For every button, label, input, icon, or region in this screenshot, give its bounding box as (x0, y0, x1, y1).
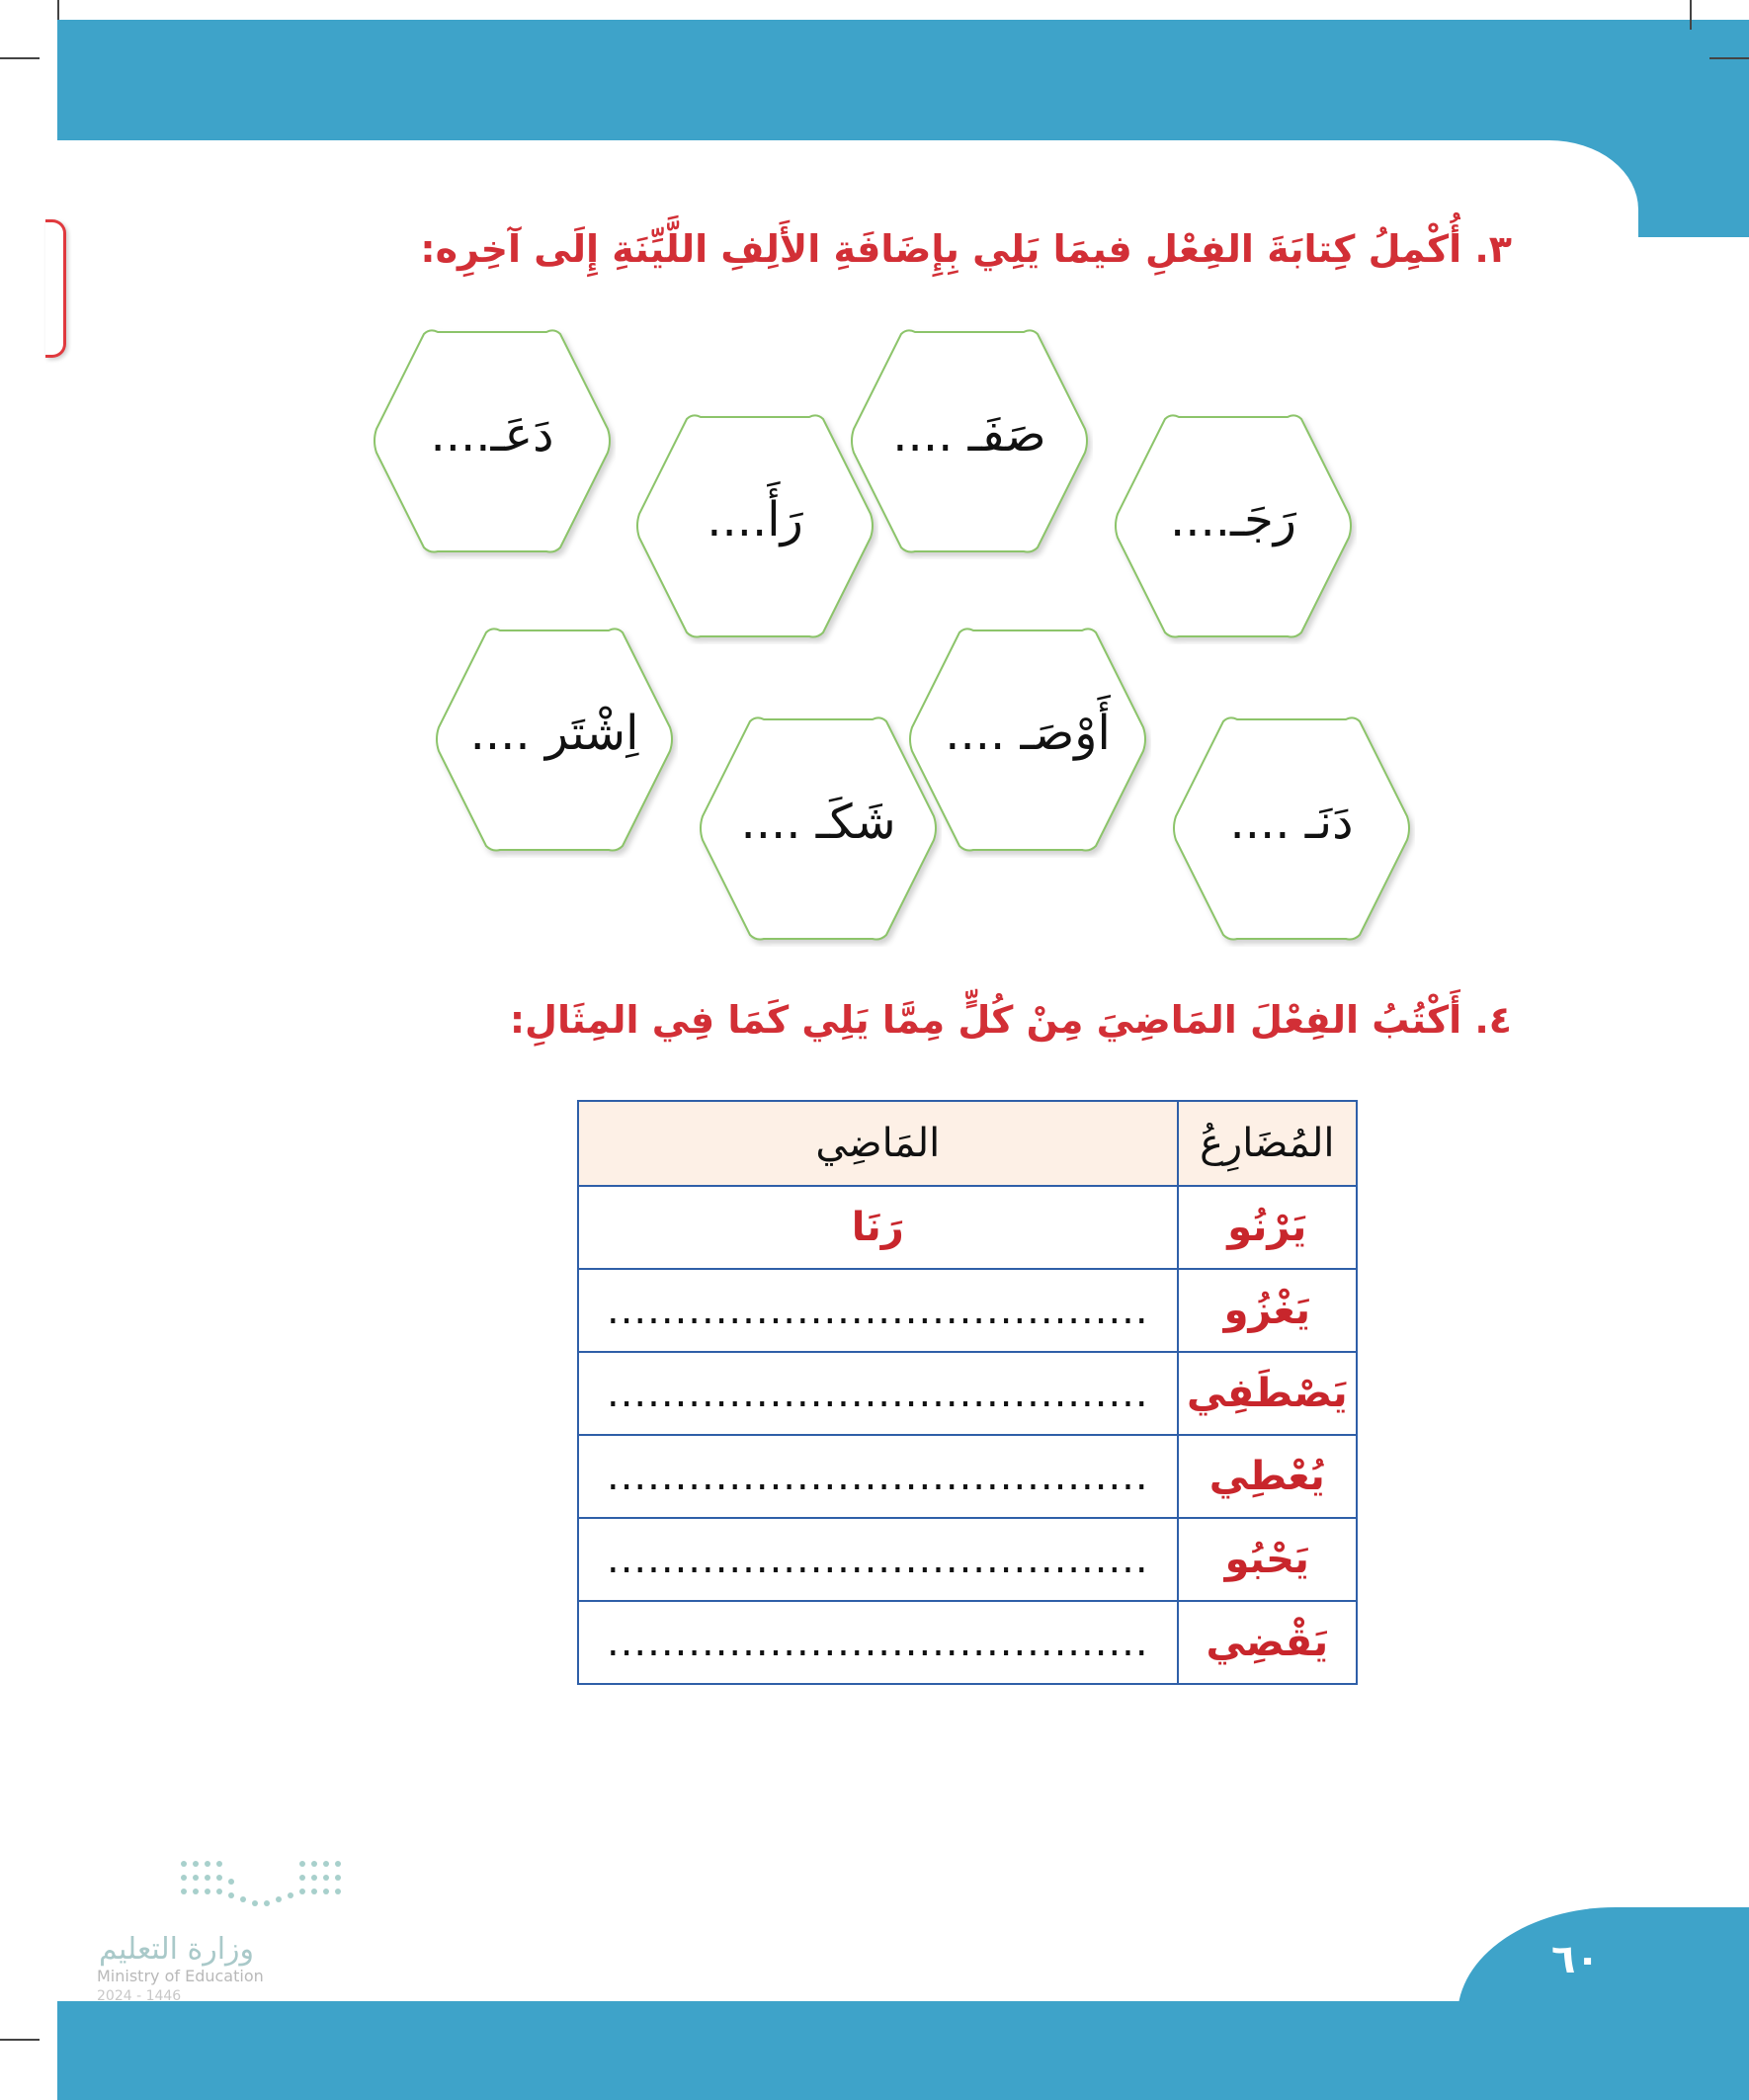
table-row (578, 1352, 1357, 1435)
past-verb-example: رَنَا (578, 1186, 1178, 1269)
present-verb-cell: يَرْنُو (1178, 1186, 1357, 1269)
exercise-4-heading: ٤. أَكْتُبُ الفِعْلَ المَاضِيَ مِنْ كُلٍّ مِمَّا يَلِي كَمَا فِي المِثَالِ: (509, 998, 1512, 1042)
table-row (578, 1435, 1357, 1518)
page-number: ٦٠ (1551, 1937, 1600, 1982)
verbs-table (577, 1100, 1358, 1685)
table-row (578, 1601, 1357, 1684)
exercise-3-heading: ٣. أُكْمِلُ كِتابَةَ الفِعْلِ فيمَا يَلِي بِإِضَافَةِ الأَلِفِ اللَّيِّنَةِ إِلَى آخِرِه: (420, 227, 1512, 271)
hexagon-word-box (846, 322, 1093, 559)
ministry-name-arabic: وزارة التعليم (99, 1932, 255, 1967)
table-row (578, 1269, 1357, 1352)
hexagon-word-box (369, 322, 616, 559)
hexagon-word: رَجَـ.... (1170, 492, 1296, 547)
answer-blank[interactable]: ........................................ (578, 1435, 1178, 1518)
present-verb-cell: يَغْزُو (1178, 1269, 1357, 1352)
present-verb-cell: يَحْبُو (1178, 1518, 1357, 1601)
crop-mark (0, 57, 40, 59)
hexagon-word: صَفَـ .... (892, 407, 1046, 462)
edition-year: 2024 - 1446 (97, 1988, 182, 2004)
hexagon-word-box (1168, 710, 1415, 947)
crop-mark (0, 2039, 40, 2041)
present-verb-cell: يَقْضِي (1178, 1601, 1357, 1684)
ministry-name-english: Ministry of Education (97, 1967, 264, 1985)
column-header-present: المُضَارِعُ (1178, 1101, 1357, 1186)
ministry-logo-icon (176, 1856, 354, 1915)
answer-blank[interactable]: ........................................ (578, 1518, 1178, 1601)
side-tab (45, 219, 66, 358)
table-row (578, 1518, 1357, 1601)
hexagon-word-box (1110, 407, 1357, 644)
footer-band (57, 2001, 1749, 2100)
hexagon-word-box (631, 407, 878, 644)
hexagon-word-box (904, 621, 1151, 858)
hexagon-word: دَعَـ.... (430, 407, 554, 462)
hexagon-word: شَكَـ .... (740, 795, 896, 850)
answer-blank[interactable]: ........................................ (578, 1601, 1178, 1684)
present-verb-cell: يُعْطِي (1178, 1435, 1357, 1518)
crop-mark (57, 0, 59, 20)
crop-mark (1709, 57, 1749, 59)
crop-mark (1690, 0, 1692, 30)
table-header-row (578, 1101, 1357, 1186)
present-verb-cell: يَصْطَفِي (1178, 1352, 1357, 1435)
hexagon-word: رَأَ.... (707, 492, 803, 547)
column-header-past: المَاضِي (578, 1101, 1178, 1186)
answer-blank[interactable]: ........................................ (578, 1269, 1178, 1352)
answer-blank[interactable]: ........................................ (578, 1352, 1178, 1435)
hexagon-word-box (431, 621, 678, 858)
table-row (578, 1186, 1357, 1269)
hexagon-word: أَوْصَـ .... (945, 706, 1111, 761)
hexagon-word: دَنَـ .... (1229, 795, 1354, 850)
hexagon-word: اِشْتَر .... (469, 706, 639, 761)
